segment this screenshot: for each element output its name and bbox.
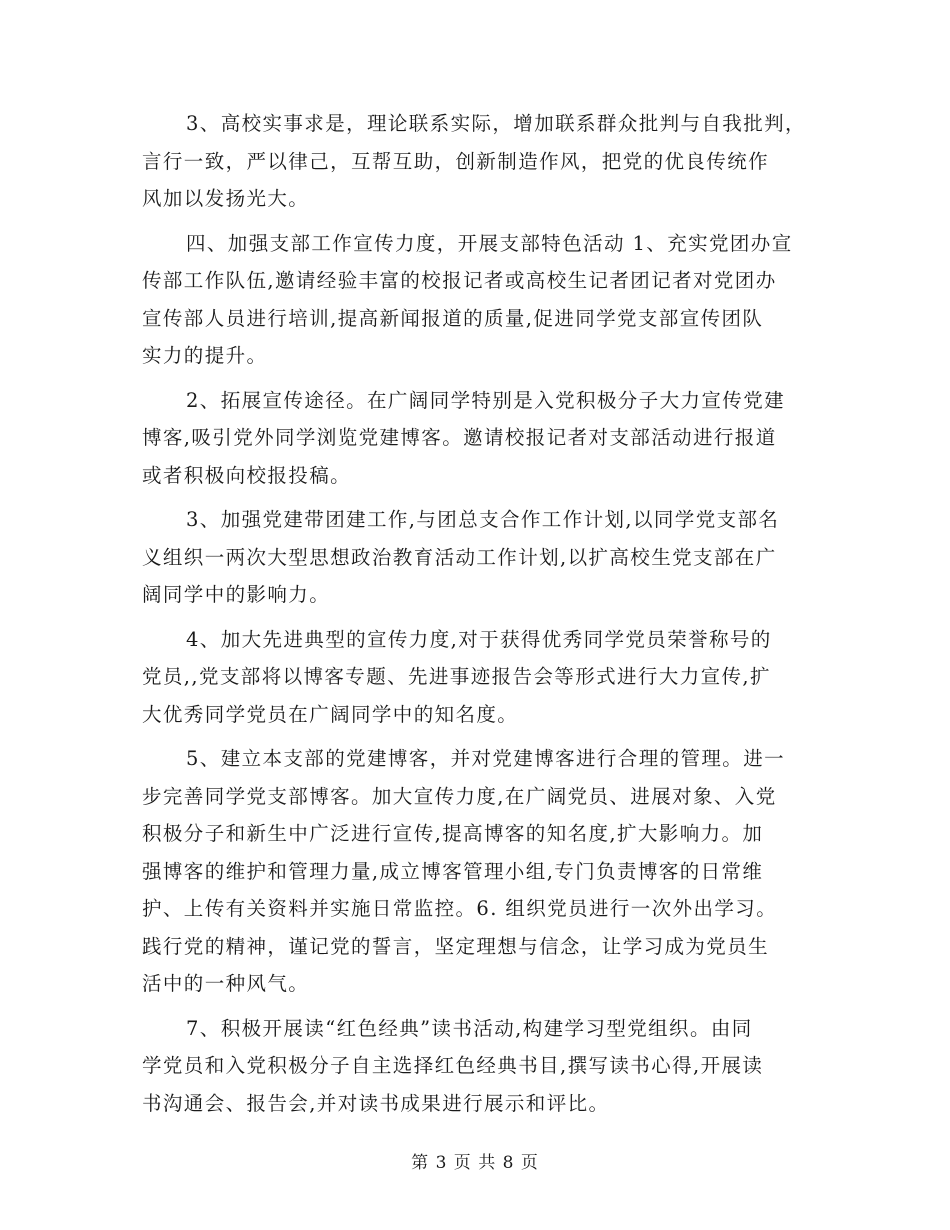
text-line: 2、拓展宣传途径。在广阔同学特别是入党积极分子大力宣传党建 [186,388,786,412]
text-line: 护、上传有关资料并实施日常监控。6. 组织党员进行一次外出学习。 [142,897,778,920]
paragraph-2 [142,225,814,375]
text-line: 5、建立本支部的党建博客，并对党建博客进行合理的管理。进一 [186,747,786,770]
text-line: 党员,,党支部将以博客专题、先进事迹报告会等形式进行大力宣传,扩 [142,665,771,688]
text-line: 义组织一两次大型思想政治教育活动工作计划,以扩高校生党支部在广 [142,545,777,569]
paragraph-5 [142,621,814,734]
paragraph-1 [142,105,814,218]
paragraph-7 [142,1010,814,1123]
text-line: 言行一致，严以律己，互帮互助，创新制造作风，把党的优良传统作 [142,149,770,173]
text-line: 积极分子和新生中广泛进行宣传,提高博客的知名度,扩大影响力。加 [142,822,764,845]
text-line: 传部工作队伍,邀请经验丰富的校报记者或高校生记者团记者对党团办 [142,269,777,292]
text-line: 大优秀同学党员在广阔同学中的知名度。 [142,702,519,726]
text-line: 四、加强支部工作宣传力度，开展支部特色活动 1、充实党团办宣 [186,231,793,255]
text-line: 7、积极开展读“红色经典”读书活动,构建学习型党组织。由同 [186,1016,753,1040]
text-line: 活中的一种风气。 [142,972,310,995]
text-line: 步完善同学党支部博客。加大宣传力度,在广阔党员、进展对象、入党 [142,784,777,808]
text-line: 践行党的精神，谨记党的誓言，坚定理想与信念，让学习成为党员生 [142,934,770,958]
text-line: 风加以发扬光大。 [142,187,310,210]
text-line: 4、加大先进典型的宣传力度,对于获得优秀同学党员荣誉称号的 [186,627,772,651]
paragraph-4 [142,501,814,614]
page-number-footer: 第 3 页 共 8 页 [411,1153,539,1173]
document-body [142,105,814,1129]
paragraph-6 [142,740,814,1003]
text-line: 学党员和入党积极分子自主选择红色经典书目,撰写读书心得,开展读 [142,1054,764,1077]
text-line: 3、高校实事求是，理论联系实际，增加联系群众批判与自我批判， [186,112,806,135]
text-line: 宣传部人员进行培训,提高新闻报道的质量,促进同学党支部宣传团队 [142,306,764,330]
text-line: 博客,吸引党外同学浏览党建博客。邀请校报记者对支部活动进行报道 [142,426,777,449]
paragraph-3 [142,382,814,495]
text-line: 实力的提升。 [142,344,268,367]
text-line: 阔同学中的影响力。 [142,583,331,606]
text-line: 3、加强党建带团建工作,与团总支合作工作计划,以同学党支部名 [186,508,780,531]
text-line: 强博客的维护和管理力量,成立博客管理小组,专门负责博客的日常维 [142,859,764,883]
text-line: 或者积极向校报投稿。 [142,463,352,487]
text-line: 书沟通会、报告会,并对读书成果进行展示和评比。 [142,1091,610,1115]
